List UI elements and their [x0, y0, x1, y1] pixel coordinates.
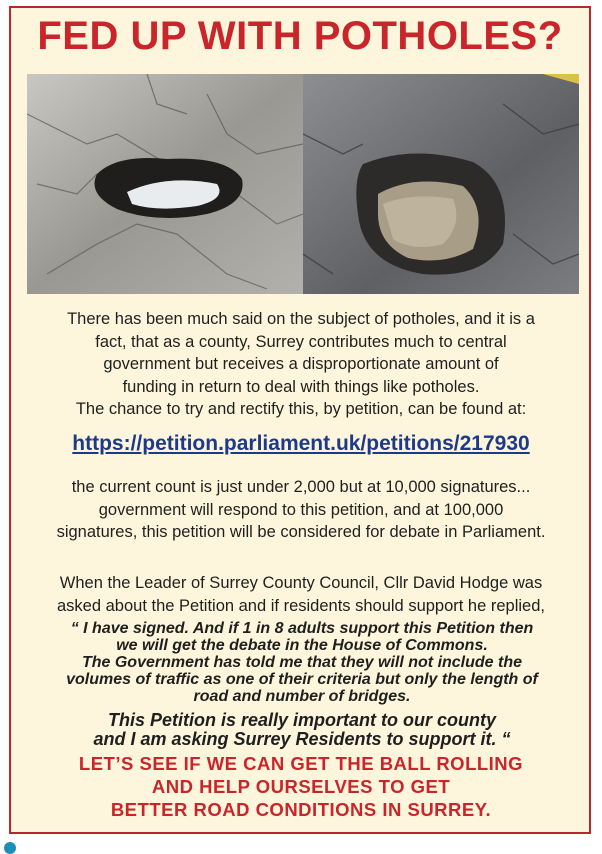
intro-line: government but receives a disproportionate amount of [103, 355, 499, 373]
quote-line: The Government has told me that they will not include the [81, 654, 523, 671]
leader-quote [17, 620, 587, 705]
intro-line: There has been much said on the subject of potholes, and it is a [67, 310, 535, 328]
pothole-photo-left [27, 74, 303, 294]
corner-dot-icon [4, 842, 16, 854]
leader-paragraph [21, 572, 581, 617]
quote-line: volumes of traffic as one of their criteria but only the length of [66, 671, 538, 688]
cta-line: LET’S SEE IF WE CAN GET THE BALL ROLLING [78, 753, 524, 774]
intro-line: The chance to try and rectify this, by petition, can be found at: [75, 400, 527, 418]
quote-line: road and number of bridges. [193, 688, 411, 705]
poster [9, 6, 591, 834]
call-to-action [21, 752, 581, 821]
cta-line: BETTER ROAD CONDITIONS IN SURREY. [110, 799, 492, 820]
quote-line: This Petition is really important to our county [107, 710, 497, 730]
poster-title: FED UP WITH POTHOLES? [37, 14, 563, 58]
leader-line: asked about the Petition and if residents should support he replied, [57, 596, 545, 615]
quote-line: “ I have signed. And if 1 in 8 adults support this Petition then [70, 620, 534, 637]
pothole-photo-right [303, 74, 579, 294]
intro-line: fact, that as a county, Surrey contributes much to central [95, 332, 507, 351]
quote-line: and I am asking Surrey Residents to support it. “ [93, 729, 511, 749]
leader-line: When the Leader of Surrey County Council, Cllr David Hodge was [59, 574, 543, 592]
petition-link[interactable]: https://petition.parliament.uk/petitions/217930 [72, 432, 530, 455]
count-line: government will respond to this petition, and at 100,000 [98, 500, 504, 519]
cta-line: AND HELP OURSELVES TO GET [151, 776, 451, 797]
count-line: signatures, this petition will be considered for debate in Parliament. [56, 523, 546, 541]
quote-line: we will get the debate in the House of Commons. [116, 637, 488, 654]
intro-line: funding in return to deal with things like potholes. [122, 377, 480, 396]
leader-quote-closing [17, 711, 587, 749]
count-line: the current count is just under 2,000 but at 10,000 signatures... [71, 478, 531, 496]
count-paragraph [21, 476, 581, 544]
intro-paragraph [21, 308, 581, 421]
pothole-photos [27, 74, 579, 294]
